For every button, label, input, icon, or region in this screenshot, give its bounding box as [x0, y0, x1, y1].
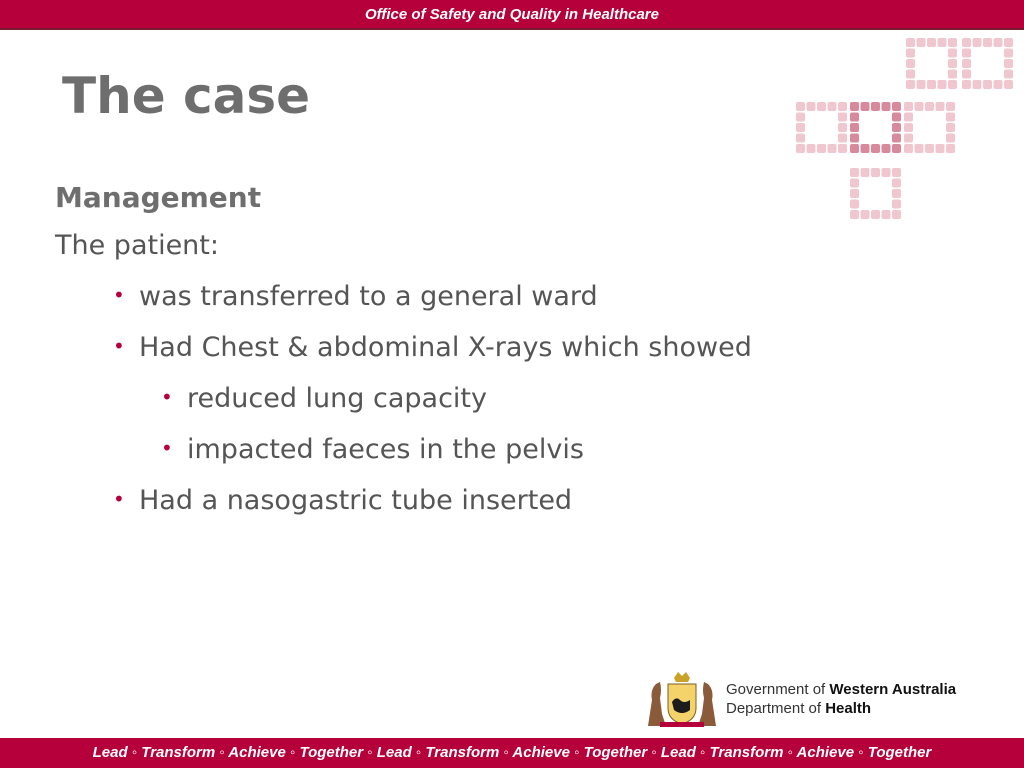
decorative-square [892, 168, 901, 177]
logo-line-2: Department of Health [726, 700, 872, 717]
decorative-square [904, 102, 913, 111]
intro-text: The patient: [55, 230, 219, 261]
decorative-square [936, 144, 945, 153]
decorative-square [850, 210, 859, 219]
decorative-square [861, 102, 870, 111]
decorative-square [906, 59, 915, 68]
decorative-square [892, 189, 901, 198]
decorative-square [861, 168, 870, 177]
decorative-square [983, 38, 992, 47]
decorative-square [807, 102, 816, 111]
list-item-text: was transferred to a general ward [139, 281, 598, 312]
decorative-square [892, 134, 901, 143]
decorative-square [850, 113, 859, 122]
logo-text [726, 680, 956, 718]
bullet-list [55, 275, 815, 521]
decorative-square [1004, 59, 1013, 68]
decorative-square [892, 179, 901, 188]
decorative-square [927, 38, 936, 47]
decorative-square [906, 70, 915, 79]
decorative-square [906, 80, 915, 89]
decorative-square [838, 144, 847, 153]
bottom-banner [0, 738, 1024, 768]
decorative-square [917, 38, 926, 47]
decorative-square [936, 102, 945, 111]
decorative-square [906, 49, 915, 58]
decorative-square [892, 200, 901, 209]
decorative-square [938, 80, 947, 89]
decorative-square [915, 102, 924, 111]
decorative-square [925, 102, 934, 111]
decorative-square [850, 200, 859, 209]
top-banner [0, 0, 1024, 30]
decorative-square [948, 80, 957, 89]
decorative-square [962, 49, 971, 58]
decorative-square [850, 102, 859, 111]
list-item-text: Had Chest & abdominal X-rays which showed [139, 332, 752, 363]
decorative-square [892, 210, 901, 219]
decorative-square [796, 123, 805, 132]
decorative-square [850, 189, 859, 198]
slide-title: The case [62, 67, 311, 125]
decorative-square [861, 210, 870, 219]
decorative-square [904, 123, 913, 132]
decorative-square [906, 38, 915, 47]
decorative-square [871, 168, 880, 177]
decorative-square [962, 59, 971, 68]
decorative-square [946, 113, 955, 122]
decorative-square [892, 123, 901, 132]
decorative-square [817, 102, 826, 111]
decorative-square [850, 168, 859, 177]
sub-list-item [161, 428, 815, 470]
decorative-square [871, 144, 880, 153]
decorative-square [828, 144, 837, 153]
decorative-square [962, 80, 971, 89]
decorative-square [817, 144, 826, 153]
decorative-square [796, 134, 805, 143]
bullet-icon: • [161, 385, 173, 409]
decorative-square [871, 210, 880, 219]
decorative-square [973, 38, 982, 47]
decorative-square [838, 134, 847, 143]
decorative-square [882, 102, 891, 111]
decorative-square [938, 38, 947, 47]
decorative-square [925, 144, 934, 153]
decorative-square [983, 80, 992, 89]
decorative-square [948, 38, 957, 47]
decorative-square [892, 113, 901, 122]
decorative-square [962, 70, 971, 79]
bullet-icon: • [113, 487, 125, 511]
decorative-squares-graphic [790, 34, 1014, 236]
logo-line-1: Government of Western Australia [726, 681, 957, 698]
decorative-square [807, 144, 816, 153]
banner-tagline: Lead ◦ Transform ◦ Achieve ◦ Together ◦ Lead ◦ Transform ◦ Achieve ◦ Together ◦ Lead ◦ Transform ◦ Achieve ◦ Together [92, 744, 932, 761]
decorative-square [796, 113, 805, 122]
decorative-square [882, 210, 891, 219]
decorative-square [871, 102, 880, 111]
decorative-square [796, 102, 805, 111]
decorative-square [994, 38, 1003, 47]
sub-list-item-text: reduced lung capacity [187, 383, 487, 414]
decorative-square [917, 80, 926, 89]
sub-list-item-text: impacted faeces in the pelvis [187, 434, 584, 465]
decorative-square [838, 113, 847, 122]
decorative-square [948, 70, 957, 79]
decorative-square [946, 123, 955, 132]
decorative-square [850, 179, 859, 188]
decorative-square [828, 102, 837, 111]
decorative-square [850, 134, 859, 143]
decorative-square [850, 123, 859, 132]
government-logo [640, 670, 1020, 730]
slide-content [55, 176, 815, 530]
sub-bullet-list [113, 377, 815, 470]
decorative-square [927, 80, 936, 89]
list-item-text: Had a nasogastric tube inserted [139, 485, 573, 516]
list-item [113, 275, 815, 317]
decorative-square [973, 80, 982, 89]
banner-title: Office of Safety and Quality in Healthcare [365, 6, 659, 23]
decorative-square [1004, 38, 1013, 47]
decorative-square [946, 102, 955, 111]
decorative-square [994, 80, 1003, 89]
coat-of-arms-icon [640, 670, 724, 728]
decorative-square [892, 102, 901, 111]
decorative-square [962, 38, 971, 47]
decorative-square [882, 168, 891, 177]
decorative-square [861, 144, 870, 153]
decorative-square [904, 113, 913, 122]
decorative-square [948, 49, 957, 58]
sub-list-item [161, 377, 815, 419]
decorative-square [904, 134, 913, 143]
bullet-icon: • [113, 283, 125, 307]
decorative-square [1004, 80, 1013, 89]
decorative-square [892, 144, 901, 153]
list-item [113, 326, 815, 470]
decorative-square [882, 144, 891, 153]
decorative-square [915, 144, 924, 153]
decorative-square [796, 144, 805, 153]
decorative-square [946, 144, 955, 153]
bullet-icon: • [113, 334, 125, 358]
decorative-square [838, 123, 847, 132]
decorative-square [946, 134, 955, 143]
decorative-square [948, 59, 957, 68]
decorative-square [904, 144, 913, 153]
decorative-square [1004, 70, 1013, 79]
decorative-square [838, 102, 847, 111]
list-item [113, 479, 815, 521]
decorative-square [850, 144, 859, 153]
bullet-icon: • [161, 436, 173, 460]
section-heading: Management [55, 181, 262, 214]
decorative-square [1004, 49, 1013, 58]
